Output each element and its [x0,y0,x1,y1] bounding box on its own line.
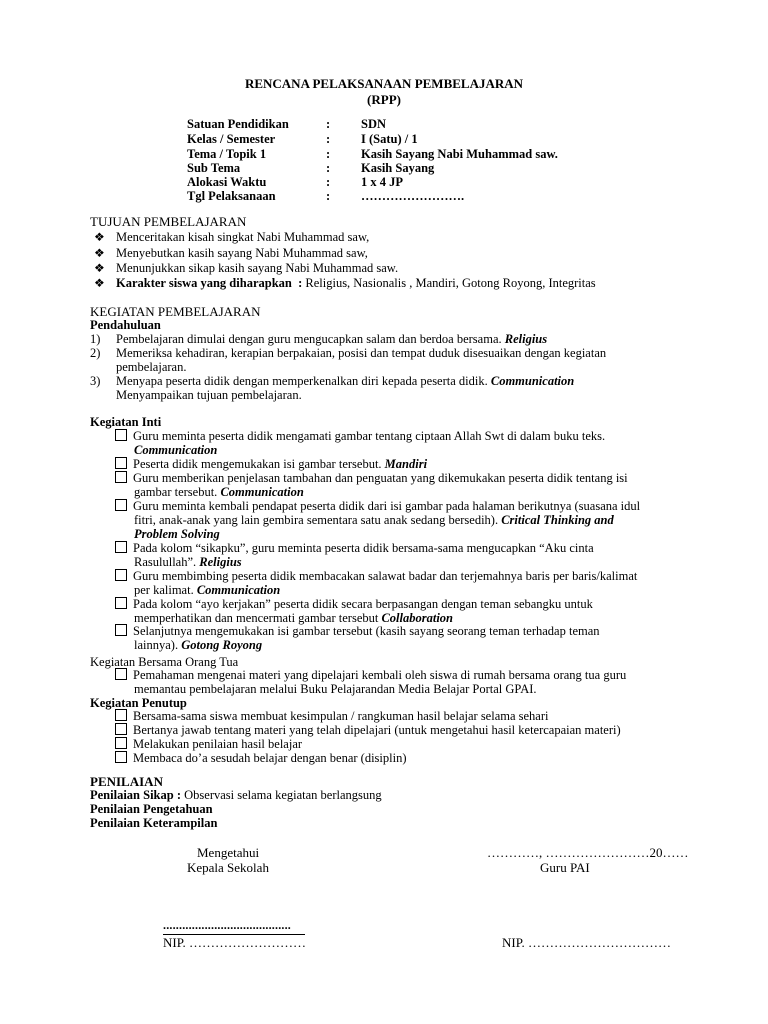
checkbox-bullet-icon [115,737,127,749]
signature-line: ........................................ [163,918,291,932]
subheading-kegiatan-inti: Kegiatan Inti [90,415,162,429]
identity-label: Alokasi Waktu [187,175,267,189]
signature-date: …………, ……………………20…… [487,845,689,860]
identity-value: SDN [361,117,387,131]
identity-label: Tgl Pelaksanaan [187,189,276,203]
list-item: ❖ Menyebutkan kasih sayang Nabi Muhammad saw, [94,246,368,260]
identity-label: Tema / Topik 1 [187,147,267,161]
value-tag: Problem Solving [134,527,220,541]
checkbox-bullet-icon [115,457,127,469]
list-item: Guru meminta peserta didik mengamati gambar tentang ciptaan Allah Swt di dalam buku teks. [115,429,605,444]
identity-value: ……………………. [361,189,465,203]
diamond-bullet-icon: ❖ [94,261,105,275]
list-item: Selanjutnya mengemukakan isi gambar tersebut (kasih sayang seorang teman terhadap teman [115,624,600,639]
list-item-continuation: pembelajaran. [116,360,187,374]
identity-value: 1 x 4 JP [361,175,404,189]
list-item: ❖ Menunjukkan sikap kasih sayang Nabi Muhammad saw. [94,261,399,275]
checkbox-bullet-icon [115,668,127,680]
checkbox-bullet-icon [115,429,127,441]
list-item-continuation: per kalimat. Communication [134,583,281,597]
signature-kepala-sekolah: Kepala Sekolah [187,860,269,875]
list-item-continuation: memantau pembelajaran melalui Buku Pelajarandan Media Belajar Portal GPAI. [134,682,537,696]
list-item: Bertanya jawab tentang materi yang telah dipelajari (untuk mengetahui hasil ketercapaian materi) [115,723,621,738]
identity-sep: : [326,189,331,203]
penilaian-keterampilan: Penilaian Keterampilan [90,816,218,830]
list-item: Guru memberikan penjelasan tambahan dan penguatan yang dikemukakan peserta didik tentang isi [115,471,628,486]
value-tag: Communication [134,443,218,457]
subheading-pendahuluan: Pendahuluan [90,318,161,332]
karakter-line: ❖ Karakter siswa yang diharapkan : Religius, Nasionalis , Mandiri, Gotong Royong, Integritas [94,276,596,290]
signature-mengetahui: Mengetahui [197,845,260,860]
list-item: Pada kolom “sikapku”, guru meminta peserta didik bersama-sama mengucapkan “Aku cinta [115,541,594,556]
diamond-bullet-icon: ❖ [94,276,105,290]
document-subtitle: (RPP) [367,92,401,107]
identity-sep: : [326,175,331,189]
identity-sep: : [326,117,331,131]
document-title: RENCANA PELAKSANAAN PEMBELAJARAN [244,76,524,91]
checkbox-bullet-icon [115,499,127,511]
checkbox-bullet-icon [115,751,127,763]
list-item: Peserta didik mengemukakan isi gambar tersebut. Mandiri [115,457,427,472]
identity-value: Kasih Sayang Nabi Muhammad saw. [361,147,558,161]
checkbox-bullet-icon [115,709,127,721]
nip-kepala-sekolah: NIP. ……………………… [163,935,307,950]
list-item: 2) Memeriksa kehadiran, kerapian berpakaian, posisi dan tempat duduk disesuaikan dengan kegiatan [90,346,607,360]
list-item: Membaca do’a sesudah belajar dengan benar (disiplin) [115,751,407,766]
list-item: Pemahaman mengenai materi yang dipelajari kembali oleh siswa di rumah bersama orang tua guru [115,668,626,683]
identity-value: I (Satu) / 1 [361,132,418,146]
list-item-continuation: gambar tersebut. Communication [134,485,304,499]
list-item: Bersama-sama siswa membuat kesimpulan / rangkuman hasil belajar selama sehari [115,709,549,724]
section-heading-kegiatan: KEGIATAN PEMBELAJARAN [90,304,261,319]
nip-guru-pai: NIP. …………………………… [502,935,672,950]
diamond-bullet-icon: ❖ [94,246,105,260]
list-item-continuation: fitri, anak-anak yang lain gembira sementara satu anak sedang bersedih). Critical Thinking and [134,513,614,527]
signature-guru-pai: Guru PAI [540,860,590,875]
identity-sep: : [326,161,331,175]
list-item: ❖ Menceritakan kisah singkat Nabi Muhammad saw, [94,230,370,244]
list-item-continuation: lainnya). Gotong Royong [134,638,263,652]
checkbox-bullet-icon [115,541,127,553]
identity-label: Sub Tema [187,161,241,175]
penilaian-pengetahuan: Penilaian Pengetahuan [90,802,213,816]
identity-value: Kasih Sayang [361,161,435,175]
checkbox-bullet-icon [115,624,127,636]
checkbox-bullet-icon [115,597,127,609]
identity-label: Kelas / Semester [187,132,276,146]
checkbox-bullet-icon [115,569,127,581]
list-item: 3) Menyapa peserta didik dengan memperkenalkan diri kepada peserta didik. Communication [90,374,575,388]
checkbox-bullet-icon [115,723,127,735]
diamond-bullet-icon: ❖ [94,230,105,244]
checkbox-bullet-icon [115,471,127,483]
list-item: Guru membimbing peserta didik membacakan salawat badar dan terjemahnya baris per baris/kalimat [115,569,637,584]
list-item-continuation: Rasulullah”. Religius [134,555,242,569]
list-item: Melakukan penilaian hasil belajar [115,737,302,752]
subheading-penutup: Kegiatan Penutup [90,696,187,710]
section-heading-penilaian: PENILAIAN [90,774,163,789]
identity-label: Satuan Pendidikan [187,117,289,131]
list-item: Pada kolom “ayo kerjakan” peserta didik secara berpasangan dengan teman sebangku untuk [115,597,593,612]
subheading-orang-tua: Kegiatan Bersama Orang Tua [90,655,239,669]
identity-sep: : [326,132,331,146]
list-item-continuation: memperhatikan dan mencermati gambar tersebut Collaboration [134,611,454,625]
section-heading-tujuan: TUJUAN PEMBELAJARAN [90,214,247,229]
identity-sep: : [326,147,331,161]
penilaian-sikap: Penilaian Sikap : Observasi selama kegiatan berlangsung [90,788,382,802]
list-item-continuation: Menyampaikan tujuan pembelajaran. [116,388,302,402]
list-item: Guru meminta kembali pendapat peserta didik dari isi gambar pada halaman berikutnya (suasana idul [115,499,640,514]
list-item: 1) Pembelajaran dimulai dengan guru mengucapkan salam dan berdoa bersama. Religius [90,332,548,346]
